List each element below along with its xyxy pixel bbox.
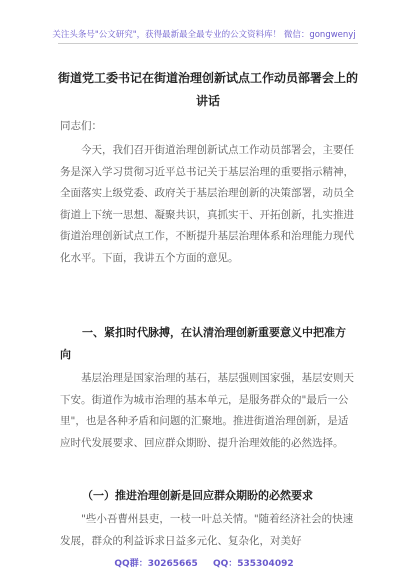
document-title: 街道党工委书记在街道治理创新试点工作动员部署会上的	[58, 71, 359, 85]
paragraph: 今天，我们召开街道治理创新试点工作动员部署会，主要任务是深入学习贯彻习近平总书记关于基层治理的重要指示精神，全面落实上级党委、政府关于基层治理创新的决策部署，动员全街道上下统一思想、凝聚共识，真抓实干、开拓创新，扎实推进街道治理创新试点工作，不断提升基层治理体系和治理能力现代化水平。下面，我讲五个方面的意见。	[60, 144, 354, 264]
qq-text: QQ：535304092	[212, 559, 294, 569]
subsection-heading: （一）推进治理创新是回应群众期盼的必然要求	[82, 489, 313, 502]
salutation: 同志们：	[60, 120, 102, 132]
section-heading: 一、紧扣时代脉搏，在认清治理创新重要意义中把准方向	[60, 326, 346, 361]
header-note: 关注头条号"公文研究"，获得最新最全最专业的公文资料库！ 微信：gongwenyj	[52, 30, 356, 40]
paragraph: 基层治理是国家治理的基石，基层强则国家强，基层安则天下安。街道作为城市治理的基本单元，是服务群众的"最后一公里"，也是各种矛盾和问题的汇聚地。推进街道治理创新，是适应时代发展要求、回应群众期盼、提升治理效能的必然选择。	[60, 372, 354, 449]
header-divider	[58, 43, 358, 44]
paragraph: "些小吾曹州县吏，一枝一叶总关情。"随着经济社会的快速发展，群众的利益诉求日益多元化、复杂化，对美好	[60, 513, 354, 547]
qq-group-text: QQ群：30265665	[114, 559, 198, 569]
document-title-line2: 讲话	[195, 94, 220, 108]
footer-note	[0, 556, 408, 569]
